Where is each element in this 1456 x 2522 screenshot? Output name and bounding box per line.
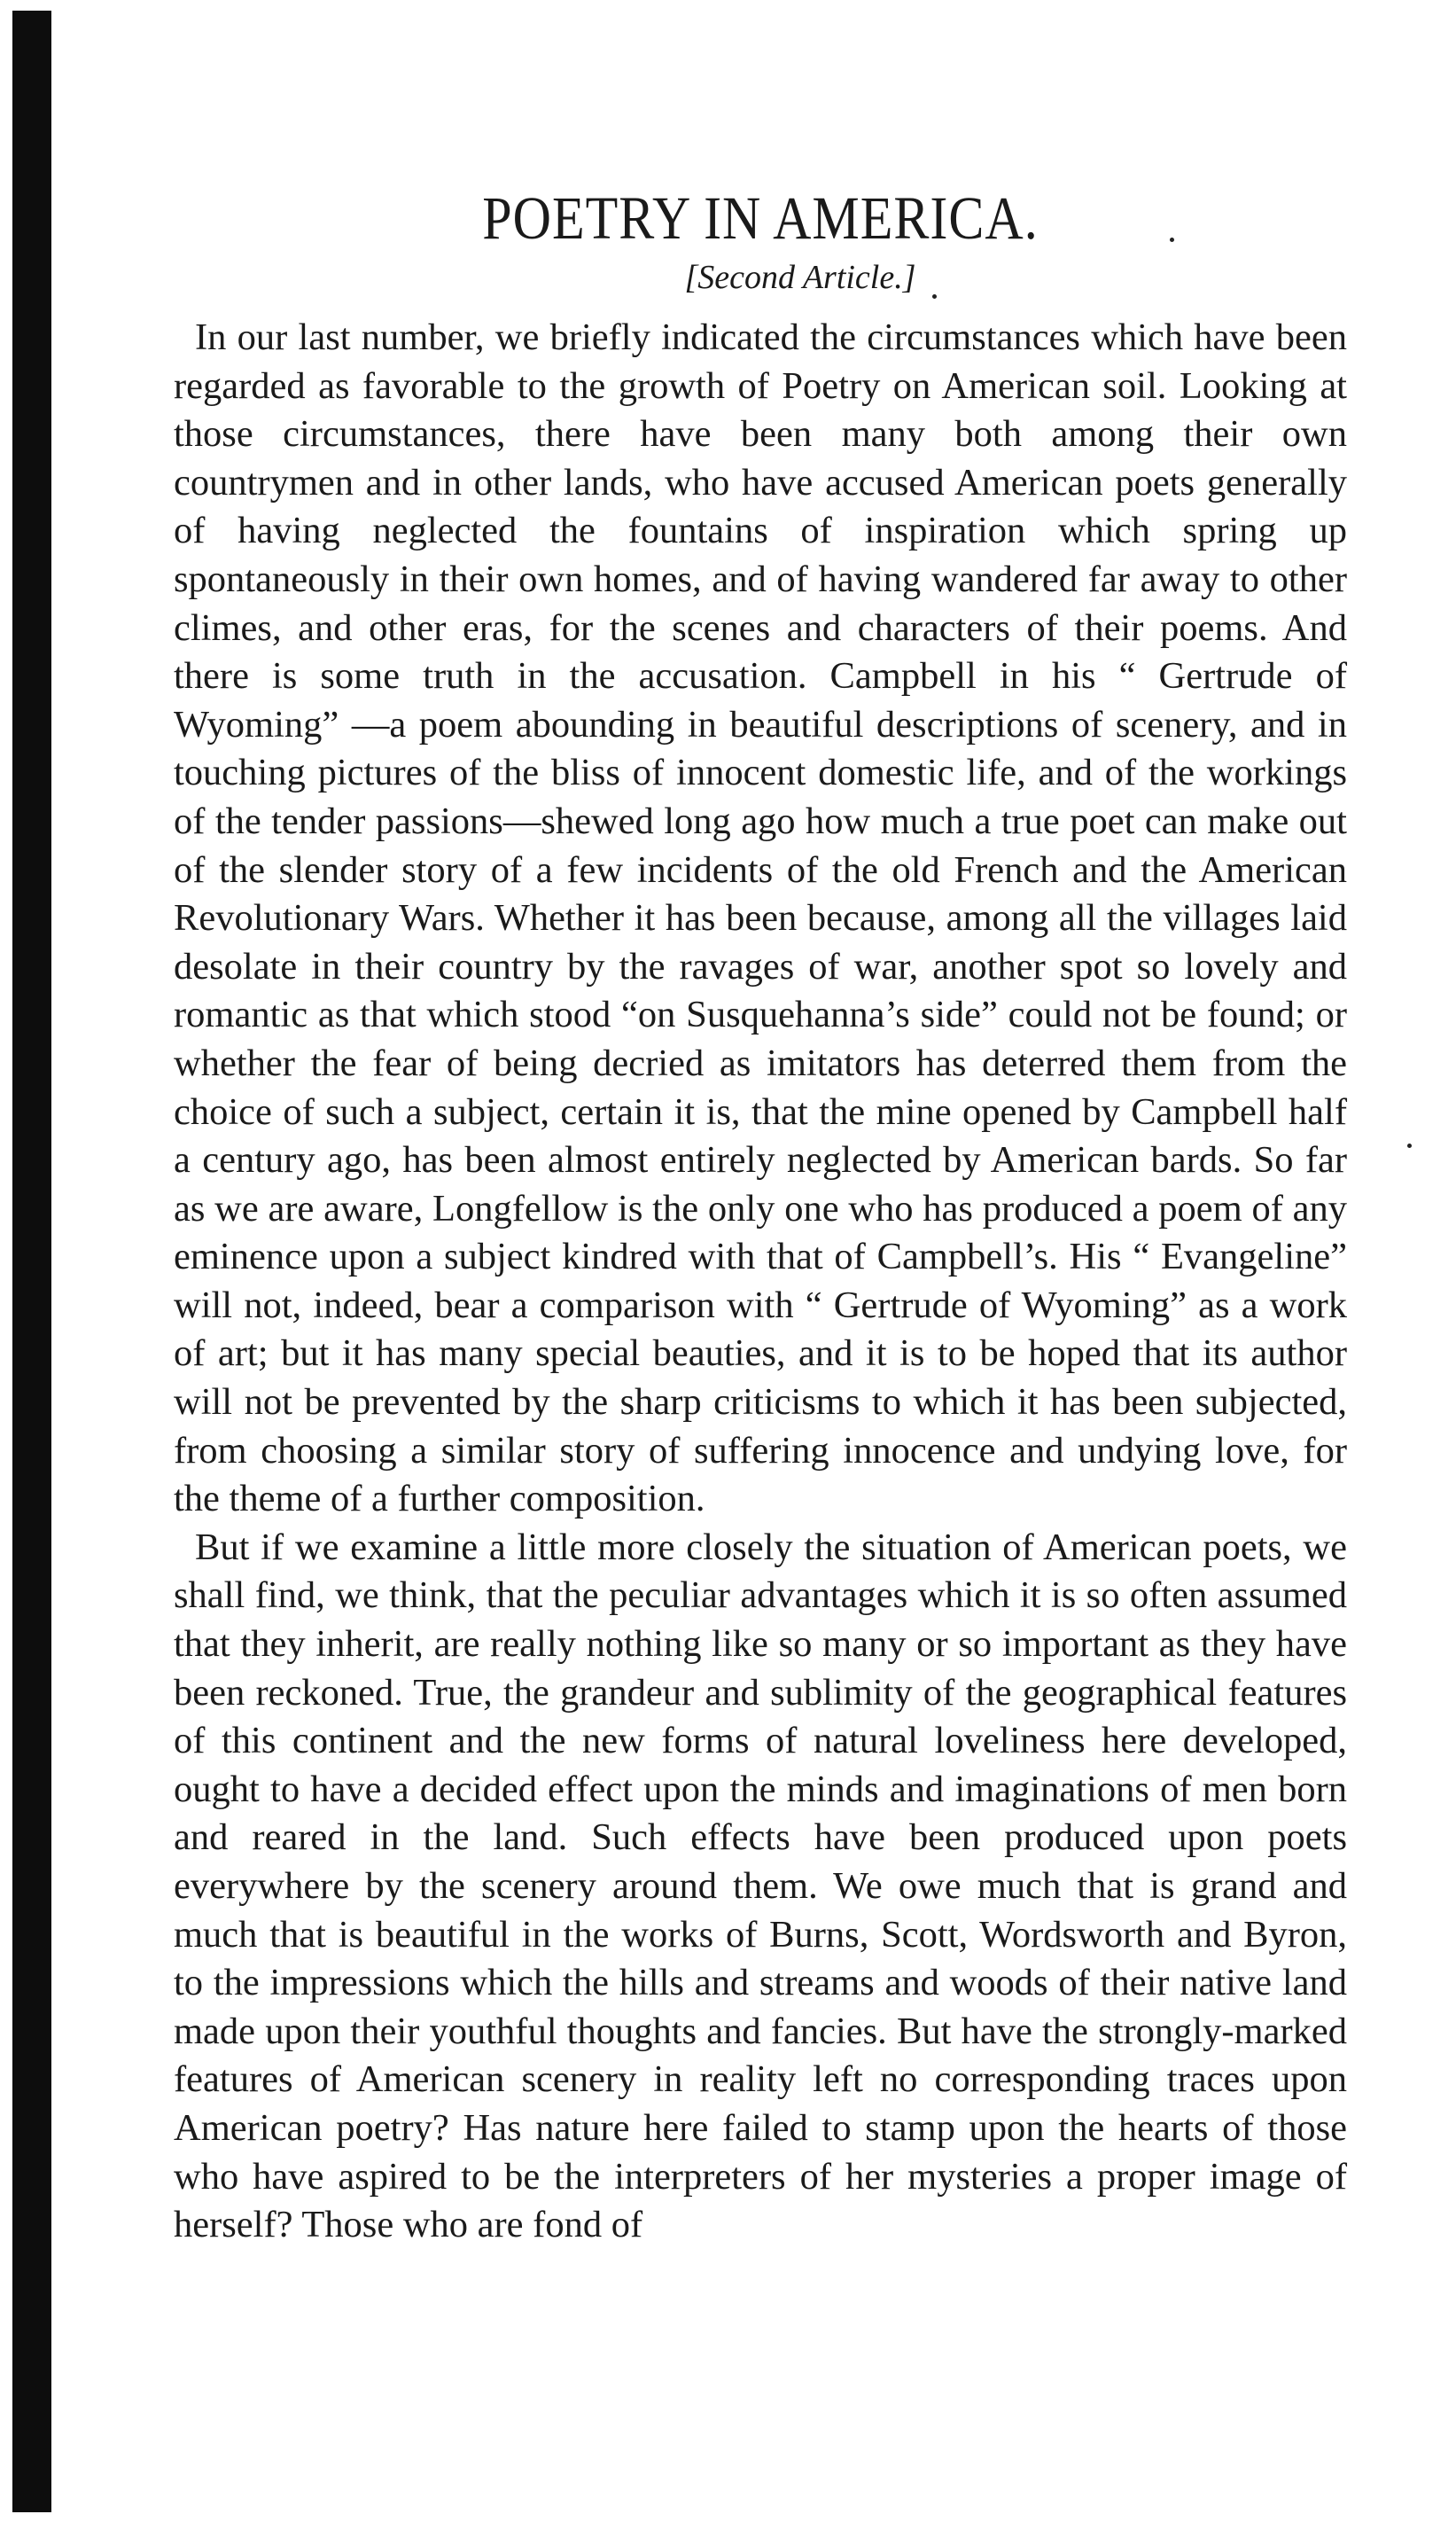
print-speck	[932, 294, 937, 299]
print-speck	[1170, 238, 1174, 242]
paragraph-2: But if we examine a little more closely the situation of American poets, we shall find, we think, that the peculiar advantages which it is so often assumed that they inherit, are really nothing like so many or so important as they have been reckoned. True, the grandeur and sublimity of the geographical features of this continent and the new forms of natural loveliness here developed, ought to have a decided effect upon the minds and imaginations of men born and reared in the land. Such effects have been produced upon poets everywhere by the scenery around them. We owe much that is grand and much that is beautiful in the works of Burns, Scott, Wordsworth and Byron, to the impressions which the hills and streams and woods of their native land made upon their youthful thoughts and fancies. But have the strongly-marked features of American scenery in reality left no corresponding traces upon American poetry? Has nature here failed to stamp upon the hearts of those who have aspired to be the interpreters of her mysteries a proper image of herself? Those who are fond of	[174, 1526, 1347, 2246]
paragraph-1: In our last number, we briefly indicated the circumstances which have been regarded as favorable to the growth of Poetry on American soil. Looking at those circumstances, there have been many both among their own countrymen and in other lands, who have accused American poets generally of having neglected the fountains of inspiration which spring up spontaneously in their own homes, and of having wandered far away to other climes, and other eras, for the scenes and characters of their poems. And there is some truth in the accusation. Campbell in his “ Gertrude of Wyoming” —a poem abounding in beautiful descriptions of scenery, and in touching pictures of the bliss of innocent domestic life, and of the workings of the tender passions—shewed long ago how much a true poet can make out of the slender story of a few incidents of the old French and the American Revolutionary Wars. Whether it has been because, among all the villages laid desolate in their country by the ravages of war, another spot so lovely and romantic as that which stood “on Susquehanna’s side” could not be found; or whether the fear of being decried as imitators has deterred them from the choice of such a subject, certain it is, that the mine opened by Campbell half a century ago, has been almost entirely neglected by American bards. So far as we are aware, Longfellow is the only one who has produced a poem of any eminence upon a subject kindred with that of Campbell’s. His “ Evangeline” will not, indeed, bear a comparison with “ Gertrude of Wyoming” as a work of art; but it has many special beauties, and it is to be hoped that its author will not be prevented by the sharp criticisms to which it has been subjected, from choosing a similar story of suffering innocence and undying love, for the theme of a further composition.	[174, 316, 1347, 1520]
scan-margin-bar	[12, 11, 51, 2512]
article	[174, 186, 1347, 2250]
print-speck	[1407, 1144, 1412, 1148]
article-subtitle: [Second Article.]	[684, 259, 916, 296]
article-title: POETRY IN AMERICA.	[482, 184, 1039, 252]
